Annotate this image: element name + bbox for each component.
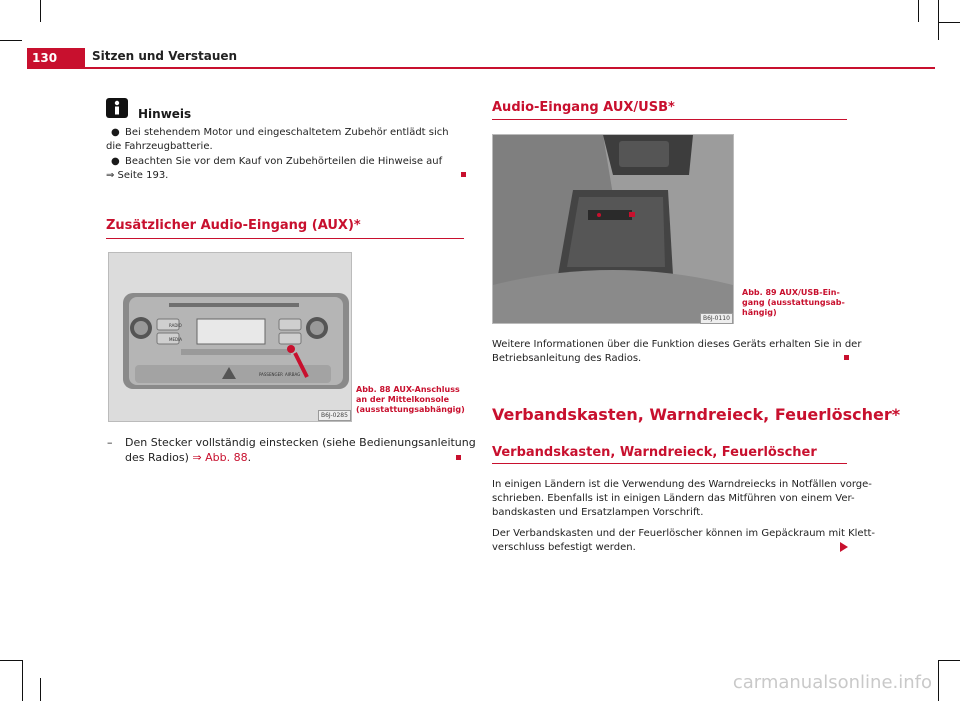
section-end-marker <box>461 172 466 177</box>
watermark: carmanualsonline.info <box>732 672 932 693</box>
step-line1: Den Stecker vollständig einstecken (siehe Bedienungsanleitung <box>125 436 476 449</box>
note-bullet-2-line1: Beachten Sie vor dem Kauf von Zubehörteilen die Hinweise auf <box>125 156 443 167</box>
figure-88-link[interactable]: ⇒ Abb. 88 <box>192 451 248 464</box>
radio-label-passenger: PASSENGER <box>259 372 283 377</box>
crop-mark <box>40 678 41 701</box>
figure-88-caption-line3: (ausstattungsabhängig) <box>356 405 465 414</box>
crop-mark <box>22 660 23 701</box>
figure-89-code: B6J-0110 <box>700 313 733 324</box>
figure-89-caption-line3: hängig) <box>742 308 777 317</box>
crop-mark <box>40 0 41 22</box>
crop-mark <box>0 40 22 41</box>
section-heading-aux: Zusätzlicher Audio-Eingang (AUX)* <box>106 218 361 233</box>
radio-label-media: MEDIA <box>169 337 182 342</box>
chapter-para1-line2: schrieben. Ebenfalls ist in einigen Ländern das Mitführen von einem Ver- <box>492 493 855 504</box>
step-line2-suffix: . <box>247 451 252 464</box>
crop-mark <box>938 660 960 661</box>
page-header-title: Sitzen und Verstauen <box>92 49 238 63</box>
chapter-heading: Verbandskasten, Warndreieck, Feuerlöscher* <box>492 405 901 424</box>
crop-mark <box>918 0 919 22</box>
section-rule <box>492 119 847 120</box>
crop-mark <box>938 0 939 40</box>
figure-88-image <box>108 252 352 422</box>
figure-88-caption-line1: Abb. 88 AUX-Anschluss <box>356 385 460 394</box>
bullet-dot: ● <box>111 156 120 167</box>
chapter-para1-line1: In einigen Ländern ist die Verwendung des Warndreiecks in Notfällen vorge- <box>492 479 872 490</box>
radio-label-radio: RADIO <box>169 323 182 328</box>
chapter-para1-line3: bandskasten und Ersatzlampen Vorschrift. <box>492 507 704 518</box>
header-rule <box>27 67 935 69</box>
figure-88-code: B6J-0285 <box>318 410 351 421</box>
usb-text-line1: Weitere Informationen über die Funktion dieses Geräts erhalten Sie in der <box>492 339 862 350</box>
chapter-para2-line1: Der Verbandskasten und der Feuerlöscher können im Gepäckraum mit Klett- <box>492 528 876 539</box>
section-rule <box>492 463 847 464</box>
section-heading-usb: Audio-Eingang AUX/USB* <box>492 100 675 115</box>
note-bullet-2-line2: ⇒ Seite 193. <box>106 170 169 181</box>
section-end-marker <box>456 455 461 460</box>
crop-mark <box>938 22 960 23</box>
note-title: Hinweis <box>138 107 192 121</box>
info-note-icon <box>106 98 128 118</box>
chapter-para2-line2: verschluss befestigt werden. <box>492 542 636 553</box>
figure-89-caption-line1: Abb. 89 AUX/USB-Ein- <box>742 288 840 297</box>
figure-89-caption-line2: gang (ausstattungsab- <box>742 298 845 307</box>
figure-88-caption-line2: an der Mittelkonsole <box>356 395 450 404</box>
step-line2-prefix: des Radios) <box>125 451 193 464</box>
crop-mark <box>0 660 22 661</box>
section-rule <box>106 238 464 239</box>
usb-text-line2: Betriebsanleitung des Radios. <box>492 353 642 364</box>
page-number: 130 <box>27 48 85 68</box>
radio-label-airbag: AIRBAG <box>285 372 301 377</box>
bullet-dot: ● <box>111 127 120 138</box>
note-bullet-1: Bei stehendem Motor und eingeschaltetem Zubehör entlädt sich die Fahrzeugbatterie. <box>106 127 449 152</box>
step-dash: – <box>107 436 113 449</box>
continue-arrow-icon <box>840 542 848 552</box>
section-end-marker <box>844 355 849 360</box>
chapter-subheading: Verbandskasten, Warndreieck, Feuerlöscher <box>492 445 817 460</box>
step-line2 <box>125 451 251 465</box>
figure-89-image <box>492 134 734 324</box>
crop-mark <box>938 660 939 701</box>
